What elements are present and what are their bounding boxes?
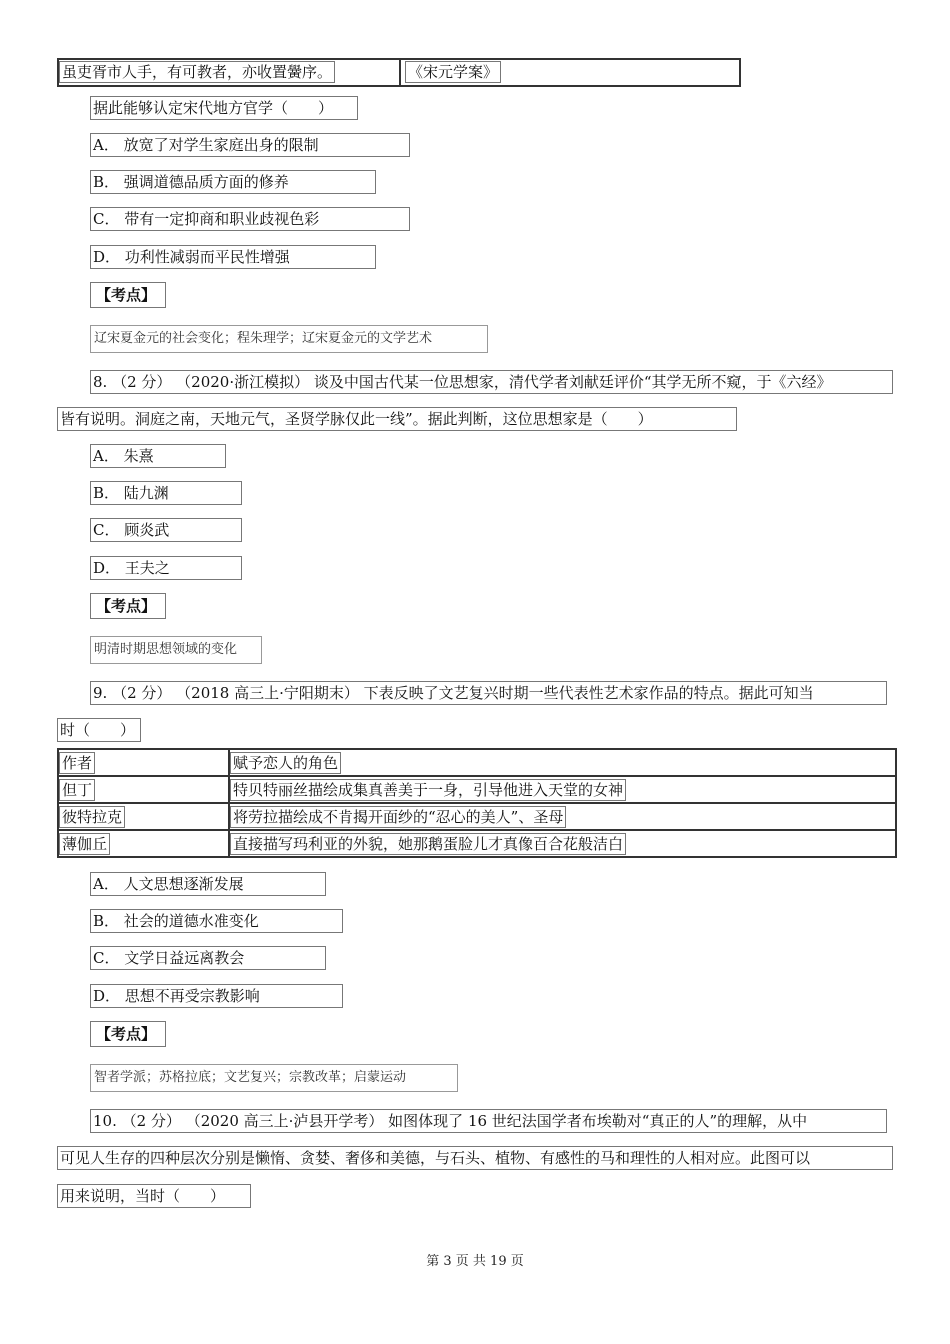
q8-option-c[interactable]: C． 顾炎武 xyxy=(90,518,242,542)
q8-option-d[interactable]: D． 王夫之 xyxy=(90,556,242,580)
table-row xyxy=(58,749,896,776)
q9-kaodian-tags: 智者学派；苏格拉底；文艺复兴；宗教改革；启蒙运动 xyxy=(90,1064,458,1092)
table-row xyxy=(58,830,896,857)
table-cell: 但丁 xyxy=(58,776,229,803)
q10-line-1: 10. （2 分） （2020 高三上·泸县开学考） 如图体现了 16 世纪法国学者布埃勒对“真正的人”的理解，从中 xyxy=(90,1109,887,1133)
q8-option-a[interactable]: A． 朱熹 xyxy=(90,444,226,468)
top-table-divider xyxy=(399,60,401,85)
q8-line-1: 8. （2 分） （2020·浙江模拟） 谈及中国古代某一位思想家，清代学者刘献廷评价“其学无所不窥，于《六经》 xyxy=(90,370,893,394)
table-row xyxy=(58,803,896,830)
table-row xyxy=(58,776,896,803)
q7-kaodian-tags: 辽宋夏金元的社会变化；程朱理学；辽宋夏金元的文学艺术 xyxy=(90,325,488,353)
top-table xyxy=(57,58,741,87)
q9-kaodian-label: 【考点】 xyxy=(90,1021,166,1047)
q8-line-2: 皆有说明。洞庭之南，天地元气，圣贤学脉仅此一线”。据此判断，这位思想家是（ ） xyxy=(57,407,737,431)
q7-option-c[interactable]: C． 带有一定抑商和职业歧视色彩 xyxy=(90,207,410,231)
q9-option-b[interactable]: B． 社会的道德水准变化 xyxy=(90,909,343,933)
page-footer: 第 3 页 共 19 页 xyxy=(426,1254,524,1269)
table-cell: 将劳拉描绘成不肯揭开面纱的“忍心的美人”、圣母 xyxy=(229,803,896,830)
q7-option-b[interactable]: B． 强调道德品质方面的修养 xyxy=(90,170,376,194)
q9-option-a[interactable]: A． 人文思想逐渐发展 xyxy=(90,872,326,896)
q7-option-a[interactable]: A． 放宽了对学生家庭出身的限制 xyxy=(90,133,410,157)
top-table-cell-2: 《宋元学案》 xyxy=(405,61,501,83)
q8-option-b[interactable]: B． 陆九渊 xyxy=(90,481,242,505)
table-cell: 作者 xyxy=(58,749,229,776)
table-cell: 赋予恋人的角色 xyxy=(229,749,896,776)
q9-option-c[interactable]: C． 文学日益远离教会 xyxy=(90,946,326,970)
q8-kaodian-tags: 明清时期思想领域的变化 xyxy=(90,636,262,664)
table-cell: 直接描写玛利亚的外貌，她那鹅蛋脸儿才真像百合花般洁白 xyxy=(229,830,896,857)
q10-line-2: 可见人生存的四种层次分别是懒惰、贪婪、奢侈和美德，与石头、植物、有感性的马和理性的人相对应。此图可以 xyxy=(57,1146,893,1170)
q10-line-3: 用来说明，当时（ ） xyxy=(57,1184,251,1208)
q9-option-d[interactable]: D． 思想不再受宗教影响 xyxy=(90,984,343,1008)
table-cell: 特贝特丽丝描绘成集真善美于一身，引导他进入天堂的女神 xyxy=(229,776,896,803)
top-table-cell-1: 虽吏胥市人手，有可教者，亦收置黌序。 xyxy=(59,61,335,83)
q9-line-2: 时（ ） xyxy=(57,718,141,742)
q7-option-d[interactable]: D． 功利性减弱而平民性增强 xyxy=(90,245,376,269)
q7-kaodian-label: 【考点】 xyxy=(90,282,166,308)
table-cell: 彼特拉克 xyxy=(58,803,229,830)
q7-stem: 据此能够认定宋代地方官学（ ） xyxy=(90,96,358,120)
q9-table xyxy=(57,748,897,858)
table-cell: 薄伽丘 xyxy=(58,830,229,857)
q8-kaodian-label: 【考点】 xyxy=(90,593,166,619)
q9-line-1: 9. （2 分） （2018 高三上·宁阳期末） 下表反映了文艺复兴时期一些代表性艺术家作品的特点。据此可知当 xyxy=(90,681,887,705)
